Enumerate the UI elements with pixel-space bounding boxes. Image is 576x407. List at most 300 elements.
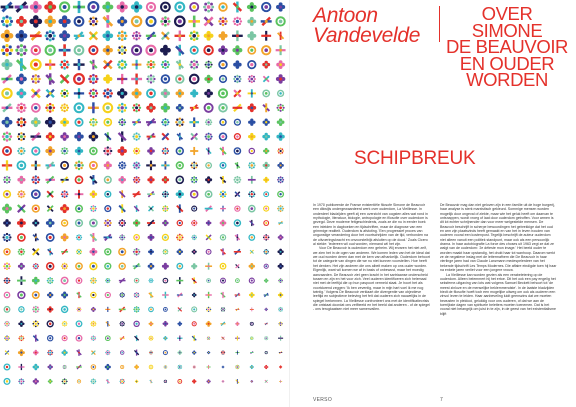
rosette-icon <box>47 248 53 255</box>
rosette-icon <box>118 131 127 141</box>
rosette-icon <box>120 350 124 354</box>
rosette-icon <box>104 263 111 270</box>
rosette-icon <box>204 31 214 41</box>
rosette-pattern-illustration <box>0 0 290 395</box>
rosette-icon <box>249 292 255 298</box>
rosette-icon <box>249 220 254 226</box>
rosette-icon <box>120 379 125 384</box>
rosette-icon <box>220 292 225 298</box>
rosette-icon <box>220 234 226 240</box>
rosette-icon <box>189 2 199 12</box>
rosette-icon <box>119 234 125 240</box>
rosette-icon <box>146 118 156 127</box>
rosette-icon <box>247 31 256 40</box>
rosette-icon <box>118 204 125 213</box>
rosette-icon <box>233 89 241 97</box>
rosette-icon <box>76 292 81 298</box>
rosette-icon <box>160 45 171 56</box>
rosette-icon <box>18 248 26 256</box>
rosette-icon <box>45 30 56 41</box>
rosette-icon <box>104 234 113 241</box>
rosette-icon <box>104 176 112 184</box>
rosette-icon <box>261 17 272 26</box>
rosette-icon <box>117 60 127 70</box>
rosette-icon <box>117 16 127 26</box>
rosette-icon <box>219 162 226 169</box>
rosette-icon <box>206 321 212 327</box>
rosette-icon <box>117 45 127 55</box>
rosette-icon <box>46 233 55 242</box>
rosette-icon <box>265 351 268 354</box>
rosette-icon <box>163 336 167 340</box>
rosette-icon <box>206 220 212 226</box>
rosette-icon <box>89 219 98 228</box>
rosette-icon <box>247 60 256 69</box>
rosette-icon <box>31 161 40 170</box>
rosette-icon <box>59 30 70 41</box>
rosette-icon <box>175 74 184 83</box>
rosette-icon <box>222 366 225 369</box>
rosette-icon <box>163 278 169 284</box>
rosette-icon <box>1 29 14 42</box>
rosette-icon <box>47 350 53 356</box>
rosette-icon <box>132 103 141 112</box>
rosette-icon <box>234 119 241 126</box>
rosette-icon <box>30 59 42 71</box>
rosette-icon <box>276 2 285 11</box>
rosette-icon <box>264 365 268 369</box>
rosette-icon <box>191 306 197 312</box>
rosette-icon <box>133 191 141 198</box>
rosette-icon <box>189 30 200 41</box>
rosette-icon <box>32 320 39 327</box>
rosette-icon <box>59 44 71 56</box>
rosette-icon <box>263 76 270 83</box>
rosette-icon <box>89 248 97 256</box>
rosette-icon <box>234 176 242 184</box>
rosette-icon <box>235 365 239 369</box>
rosette-icon <box>3 176 11 184</box>
rosette-icon <box>74 88 84 98</box>
rosette-icon <box>47 306 53 312</box>
rosette-icon <box>46 132 55 141</box>
rosette-icon <box>30 132 41 141</box>
rosette-icon <box>276 104 284 112</box>
rosette-icon <box>147 191 155 198</box>
rosette-icon <box>103 88 113 98</box>
rosette-icon <box>206 234 212 240</box>
rosette-icon <box>76 234 82 240</box>
article-title <box>444 3 570 90</box>
folio-left: VERSO <box>313 397 333 403</box>
rosette-icon <box>220 263 227 270</box>
rosette-icon <box>148 336 153 341</box>
rosette-icon <box>15 30 27 42</box>
rosette-icon <box>234 205 240 211</box>
rosette-icon <box>235 264 239 268</box>
rosette-icon <box>103 45 113 55</box>
rosette-icon <box>205 133 213 141</box>
rosette-icon <box>134 278 139 283</box>
rosette-icon <box>105 335 111 341</box>
rosette-icon <box>74 132 83 141</box>
rosette-icon <box>120 365 124 369</box>
rosette-icon <box>249 278 255 284</box>
rosette-icon <box>206 278 211 283</box>
rosette-icon <box>206 249 212 255</box>
rosette-icon <box>162 292 169 299</box>
rosette-icon <box>190 89 198 97</box>
rosette-icon <box>75 175 84 184</box>
rosette-icon <box>2 160 12 170</box>
rosette-icon <box>91 379 97 385</box>
rosette-icon <box>3 219 11 227</box>
rosette-icon <box>134 292 140 298</box>
rosette-icon <box>90 205 97 212</box>
rosette-icon <box>132 60 142 70</box>
rosette-icon <box>133 176 140 183</box>
rosette-icon <box>102 30 113 41</box>
paragraph: Voor De Beauvoir is ouderdom een geheim. Wij ervaren het niet zelf, we zien het in de ogen van anderen. We komen leden van het de ideal dat we oud worden deren dan met de kern van afhankelijk. Ouderdom behoort tot de categorie van dingen die we nu niet kunnen voorstellen. Hoe heeft het denken. Het zijn anderen die ons albeit maken op ons ouder worden. Eigenlijk, want wil komen we af in basis of onbewust, maar het moedig aanvaarden. De Beauvoir ziet geen kracht in het sartriaanse onderscheid tussen en zijn en het voor zich. Veel ouderen identificeren zich helemaal niet met de leeftijd die op hun paspoort vermeld staat. Je hoort het als voortdurend zeggen: 'Ik ben zeventig, maar in mijn hart voel ik me nog twintig.' Volgens De Beauvoir verklaart die divergentie van objectieve leeftijd en subjectieve beleving het feit dat ouderen zich nauwelijks in de spiegel herkennen. La Vieillesse confronteert ons met de identificatiecrisis die ontstaat doordat ons zelfbeeld en het beeld dat anderen - of de spiegel - ons terugkaatsen niet meer samenvallen. <box>313 246 430 312</box>
rosette-icon <box>177 220 183 226</box>
rosette-icon <box>33 350 39 356</box>
rosette-icon <box>279 365 282 368</box>
rosette-icon <box>221 336 224 339</box>
rosette-icon <box>88 74 98 84</box>
rosette-icon <box>120 336 125 340</box>
rosette-icon <box>61 176 69 183</box>
rosette-icon <box>192 379 197 384</box>
rosette-icon <box>104 132 111 141</box>
rosette-icon <box>31 117 41 127</box>
rosette-icon <box>193 365 196 368</box>
rosette-icon <box>205 263 212 270</box>
rosette-icon <box>17 176 25 184</box>
rosette-icon <box>31 103 41 113</box>
rosette-icon <box>74 31 84 40</box>
rosette-icon <box>148 263 155 270</box>
rosette-icon <box>161 118 169 126</box>
rosette-icon <box>60 204 69 213</box>
rosette-icon <box>90 277 97 284</box>
rosette-icon <box>204 103 214 113</box>
rosette-icon <box>60 118 69 127</box>
rosette-icon <box>75 190 84 199</box>
rosette-icon <box>262 89 270 97</box>
rosette-icon <box>104 161 112 169</box>
rosette-icon <box>190 162 198 170</box>
rosette-icon <box>205 162 212 169</box>
rosette-icon <box>176 263 183 270</box>
rosette-icon <box>60 74 70 84</box>
rosette-icon <box>15 1 29 13</box>
rosette-icon <box>278 221 283 225</box>
rosette-icon <box>91 364 97 370</box>
rosette-icon <box>248 191 255 198</box>
rosette-icon <box>31 88 41 98</box>
rosette-icon <box>102 102 113 113</box>
rosette-icon <box>220 206 226 212</box>
rosette-icon <box>1 15 13 27</box>
paragraph: La Vieillesse kan worden gezien als een verabeletering op de ouderdom. Alleen belemmert hij het ertoe. Dit het ook een pay engelig het seksferne-uitgaving van lots wat volgens Samuel Beckett behoort tot 'de meest zinloze en de menselijke beklemmendste'. In de laatste bladzijden biedt de filosofie hoeft toch een mogelijke uitweg om ook als ouderen een zinvol leven te leiden. Haar aanbeveling luidt geenszins dat we moeten bewusten in pleidooi, gelukkig voor ons ouderen, of dat we aan de toerrijkste dagen van spirituele beletters moeten toenemen. Dat is het vooral niet belangrijk om juist in te zijn, in de geest van het existentialisme blijft <box>440 272 556 316</box>
rosette-icon <box>118 176 126 184</box>
rosette-icon <box>90 321 96 327</box>
rosette-icon <box>88 16 98 26</box>
rosette-icon <box>132 132 140 140</box>
rosette-icon <box>263 220 269 226</box>
rosette-icon <box>119 190 126 198</box>
rosette-icon <box>91 336 96 341</box>
rosette-icon <box>61 349 67 355</box>
rosette-icon <box>134 205 140 212</box>
rosette-icon <box>248 176 256 184</box>
rosette-icon <box>248 234 255 241</box>
rosette-icon <box>117 88 127 98</box>
rosette-icon <box>89 262 97 270</box>
rosette-icon <box>32 219 39 226</box>
rosette-icon <box>277 176 284 183</box>
rosette-icon <box>74 161 84 171</box>
rosette-icon <box>205 176 212 183</box>
rosette-icon <box>61 292 68 299</box>
title-line-3: EN OUDER <box>459 52 555 74</box>
rosette-icon <box>33 263 39 269</box>
rosette-icon <box>76 365 82 370</box>
rosette-icon <box>131 45 142 56</box>
rosette-icon <box>61 249 68 255</box>
rosette-icon <box>45 176 55 184</box>
rosette-icon <box>33 335 39 342</box>
rosette-icon <box>1 88 12 99</box>
rosette-icon <box>33 378 39 384</box>
rosette-icon <box>102 15 113 28</box>
rosette-icon <box>191 235 197 241</box>
rosette-icon <box>16 117 26 127</box>
rosette-icon <box>162 234 169 241</box>
rosette-icon <box>250 351 254 354</box>
rosette-icon <box>278 235 284 241</box>
rosette-icon <box>147 176 154 183</box>
rosette-icon <box>189 74 200 85</box>
rosette-icon <box>160 2 171 13</box>
rosette-icon <box>32 306 39 313</box>
rosette-icon <box>220 278 226 284</box>
rosette-icon <box>219 147 226 155</box>
rosette-icon <box>91 307 96 312</box>
rosette-icon <box>177 350 182 355</box>
rosette-icon <box>218 60 227 69</box>
rosette-icon <box>103 60 113 70</box>
rosette-icon <box>75 219 83 227</box>
rosette-icon <box>235 336 240 341</box>
rosette-icon <box>218 88 228 98</box>
rosette-icon <box>148 249 154 255</box>
rosette-icon <box>207 365 211 369</box>
rosette-icon <box>149 365 153 369</box>
rosette-icon <box>177 321 182 326</box>
rosette-icon <box>264 278 268 282</box>
rosette-icon <box>261 31 271 41</box>
rosette-icon <box>18 378 24 384</box>
rosette-icon <box>220 248 226 255</box>
rosette-icon <box>218 17 228 27</box>
rosette-icon <box>61 233 69 241</box>
rosette-icon <box>117 1 128 12</box>
rosette-icon <box>4 335 10 341</box>
rosette-icon <box>133 147 140 154</box>
rosette-icon <box>205 190 213 198</box>
rosette-icon <box>177 307 182 312</box>
rosette-icon <box>133 306 140 313</box>
rosette-icon <box>105 364 111 370</box>
rosette-icon <box>174 2 185 13</box>
rosette-icon <box>248 205 256 213</box>
rosette-icon <box>77 379 81 383</box>
rosette-icon <box>263 234 270 241</box>
rosette-icon <box>278 278 283 283</box>
rosette-icon <box>219 132 228 141</box>
rosette-icon <box>207 351 210 354</box>
rosette-icon <box>3 190 11 198</box>
rosette-icon <box>17 219 26 228</box>
rosette-icon <box>262 61 270 69</box>
rosette-icon <box>176 161 184 169</box>
rosette-icon <box>279 351 282 354</box>
rosette-icon <box>145 45 156 56</box>
rosette-icon <box>47 335 53 341</box>
rosette-icon <box>264 264 269 269</box>
rosette-icon <box>103 146 112 155</box>
rosette-icon <box>89 161 98 170</box>
rosette-icon <box>74 45 85 56</box>
rosette-icon <box>103 118 112 127</box>
rosette-icon <box>76 349 82 355</box>
rosette-icon <box>58 15 70 27</box>
rosette-icon <box>250 380 253 383</box>
rosette-icon <box>89 60 97 70</box>
rosette-icon <box>45 103 55 113</box>
rosette-icon <box>176 277 183 284</box>
rosette-icon <box>134 365 139 370</box>
rosette-icon <box>133 321 139 327</box>
rosette-icon <box>118 161 126 169</box>
rosette-icon <box>47 292 53 298</box>
rosette-icon <box>76 307 81 312</box>
rosette-icon <box>161 103 170 112</box>
rosette-icon <box>75 262 83 270</box>
rosette-icon <box>233 2 242 13</box>
rosette-icon <box>176 147 184 155</box>
rosette-icon <box>233 60 242 69</box>
page-gutter <box>289 0 290 407</box>
rosette-icon <box>117 103 127 113</box>
rosette-icon <box>18 306 24 312</box>
rosette-icon <box>264 336 268 340</box>
rosette-icon <box>248 89 256 97</box>
rosette-icon <box>204 75 212 83</box>
rosette-icon <box>261 2 271 12</box>
rosette-icon <box>87 1 99 13</box>
rosette-icon <box>1 59 12 70</box>
rosette-icon <box>131 1 142 12</box>
rosette-icon <box>89 175 97 184</box>
rosette-icon <box>149 380 152 384</box>
rosette-icon <box>264 308 268 312</box>
rosette-icon <box>276 60 285 69</box>
rosette-icon <box>147 147 155 155</box>
rosette-icon <box>247 2 257 12</box>
rosette-icon <box>133 234 140 241</box>
rosette-icon <box>177 379 182 384</box>
rosette-icon <box>275 16 285 26</box>
rosette-icon <box>175 31 186 42</box>
rosette-icon <box>30 1 42 13</box>
rosette-icon <box>233 75 241 83</box>
rosette-icon <box>162 220 168 226</box>
rosette-icon <box>189 117 199 127</box>
rosette-icon <box>45 161 54 169</box>
rosette-icon <box>119 292 125 298</box>
author-last-name: Vandevelde <box>313 24 421 47</box>
rosette-icon <box>117 74 127 84</box>
rosette-icon <box>45 117 56 128</box>
rosette-icon <box>222 380 225 383</box>
rosette-icon <box>277 148 284 155</box>
rosette-icon <box>219 190 227 198</box>
rosette-icon <box>235 308 239 311</box>
rosette-icon <box>177 133 184 141</box>
rosette-icon <box>276 132 284 140</box>
rosette-icon <box>103 74 112 83</box>
rosette-icon <box>90 233 98 242</box>
rosette-icon <box>235 162 241 169</box>
rosette-icon <box>192 335 197 341</box>
rosette-icon <box>276 45 286 55</box>
rosette-icon <box>206 307 211 312</box>
rosette-icon <box>263 191 269 197</box>
rosette-icon <box>146 60 155 69</box>
rosette-icon <box>59 1 70 12</box>
rosette-icon <box>133 219 140 226</box>
rosette-icon <box>17 161 27 171</box>
rosette-icon <box>162 249 168 255</box>
rosette-icon <box>148 307 154 313</box>
title-divider <box>439 6 440 42</box>
paragraph: De Beauvoir mag dan niet geloven zijn in een familie uit de hoge burgerij, haar analyse is sterk marxistisch gekleurd. Sommige mensen worden mogelijk door ongeval of ziekte, maar wie het geluk heeft om daarvan te ontsnappen, wordt vroeg of laat door ouderdom getroffen. Voor armen is dit lot echter schrijnender dan voor meer welgestelde mensen. De Beauvoir beschrijft in scherpe bewoordingen het gebrekkige dat het oud en arm zijn plaatsvinds heeft gemaakt en van het in leven houden van ouderen vooral een kostenpost. Tegelijk beschrijft de auteur ouderdom niet alleen vanuit een politiek standpunt, maar ook als een persoonlijk drama. In haar autobiografie La force des choses uit 1963 zegt ze dat ze walgt van de ouderdom: 'Je déteste mon image.' Het beeld ouder te worden maakt haar opstandig, het drukt haar tot wanhoop. Daarom werkt ze de negatieve inslag met de lettermafhem die De Beauvoir in haar vierlinge jaren had van Claude Lanzmann medespelerdeer van het bekende tijdschrift Les Temps Modernes. Die affaire eindigde toen hij haar na enkele jaren verliet voor een jongere vrouw. <box>440 203 557 273</box>
rosette-icon <box>73 59 84 70</box>
rosette-icon <box>4 321 10 327</box>
rosette-icon <box>89 147 98 156</box>
rosette-icon <box>32 277 40 285</box>
rosette-icon <box>203 1 214 12</box>
rosette-icon <box>119 321 125 327</box>
rosette-icon <box>89 31 98 40</box>
rosette-icon <box>190 46 199 55</box>
rosette-icon <box>149 321 154 326</box>
rosette-icon <box>105 292 111 298</box>
rosette-icon <box>17 291 25 299</box>
rosette-icon <box>234 249 241 255</box>
rosette-icon <box>147 133 156 141</box>
rosette-icon <box>277 191 284 198</box>
rosette-icon <box>163 365 167 369</box>
rosette-icon <box>249 263 255 269</box>
rosette-icon <box>104 191 111 198</box>
rosette-icon <box>248 75 256 83</box>
rosette-icon <box>133 161 141 169</box>
rosette-icon <box>247 17 256 26</box>
rosette-icon <box>17 147 25 155</box>
